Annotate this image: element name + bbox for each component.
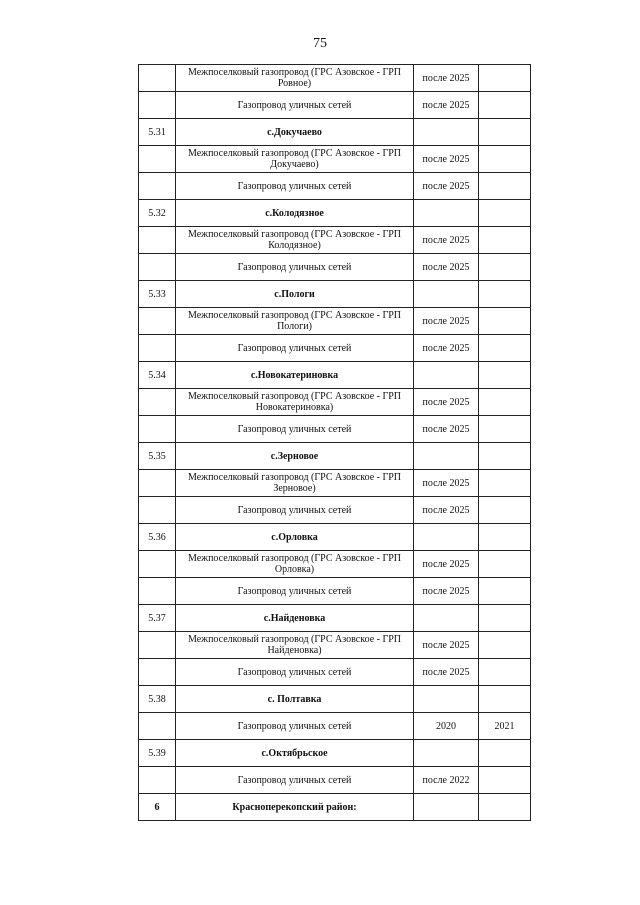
row-number-cell — [139, 173, 176, 200]
object-name-cell: Межпоселковый газопровод (ГРС Азовское - ГРП Докучаево) — [176, 146, 414, 173]
row-number-cell: 5.33 — [139, 281, 176, 308]
start-year-cell: после 2025 — [414, 578, 479, 605]
end-year-cell: 2021 — [479, 713, 531, 740]
start-year-cell: после 2025 — [414, 632, 479, 659]
object-name-cell: Газопровод уличных сетей — [176, 335, 414, 362]
table-row — [139, 659, 531, 686]
object-name-cell: Газопровод уличных сетей — [176, 578, 414, 605]
object-name-cell: с.Октябрьское — [176, 740, 414, 767]
section-row — [139, 524, 531, 551]
end-year-cell — [479, 551, 531, 578]
object-name-cell: Межпоселковый газопровод (ГРС Азовское - ГРП Найденовка) — [176, 632, 414, 659]
end-year-cell — [479, 605, 531, 632]
row-number-cell — [139, 227, 176, 254]
end-year-cell — [479, 308, 531, 335]
start-year-cell — [414, 740, 479, 767]
section-row — [139, 362, 531, 389]
start-year-cell — [414, 200, 479, 227]
row-number-cell — [139, 254, 176, 281]
start-year-cell: после 2025 — [414, 416, 479, 443]
end-year-cell — [479, 578, 531, 605]
end-year-cell — [479, 497, 531, 524]
object-name-cell: Межпоселковый газопровод (ГРС Азовское - ГРП Ровное) — [176, 65, 414, 92]
start-year-cell: после 2025 — [414, 146, 479, 173]
table-row — [139, 254, 531, 281]
end-year-cell — [479, 335, 531, 362]
page-number: 75 — [313, 36, 327, 51]
gas-pipeline-table — [138, 64, 531, 821]
section-row — [139, 686, 531, 713]
end-year-cell — [479, 524, 531, 551]
row-number-cell — [139, 389, 176, 416]
row-number-cell: 6 — [139, 794, 176, 821]
row-number-cell — [139, 335, 176, 362]
table-row — [139, 497, 531, 524]
end-year-cell — [479, 200, 531, 227]
object-name-cell: Межпоселковый газопровод (ГРС Азовское - ГРП Орловка) — [176, 551, 414, 578]
object-name-cell: Межпоселковый газопровод (ГРС Азовское - ГРП Пологи) — [176, 308, 414, 335]
row-number-cell: 5.32 — [139, 200, 176, 227]
start-year-cell — [414, 281, 479, 308]
object-name-cell: с.Колодязное — [176, 200, 414, 227]
start-year-cell: после 2025 — [414, 659, 479, 686]
object-name-cell: с.Докучаево — [176, 119, 414, 146]
object-name-cell: с.Пологи — [176, 281, 414, 308]
end-year-cell — [479, 65, 531, 92]
object-name-cell: Межпоселковый газопровод (ГРС Азовское - ГРП Зерновое) — [176, 470, 414, 497]
object-name-cell: Межпоселковый газопровод (ГРС Азовское - ГРП Новокатериновка) — [176, 389, 414, 416]
table-row — [139, 389, 531, 416]
section-row — [139, 200, 531, 227]
table-row — [139, 470, 531, 497]
section-row — [139, 281, 531, 308]
start-year-cell — [414, 443, 479, 470]
start-year-cell — [414, 794, 479, 821]
section-row — [139, 119, 531, 146]
object-name-cell: с. Полтавка — [176, 686, 414, 713]
end-year-cell — [479, 146, 531, 173]
row-number-cell — [139, 632, 176, 659]
start-year-cell — [414, 119, 479, 146]
row-number-cell — [139, 65, 176, 92]
object-name-cell: Газопровод уличных сетей — [176, 92, 414, 119]
end-year-cell — [479, 119, 531, 146]
object-name-cell: с.Новокатериновка — [176, 362, 414, 389]
start-year-cell: после 2025 — [414, 551, 479, 578]
row-number-cell — [139, 659, 176, 686]
row-number-cell: 5.38 — [139, 686, 176, 713]
end-year-cell — [479, 389, 531, 416]
start-year-cell: после 2025 — [414, 173, 479, 200]
table-row — [139, 713, 531, 740]
end-year-cell — [479, 227, 531, 254]
end-year-cell — [479, 173, 531, 200]
row-number-cell — [139, 497, 176, 524]
region-row — [139, 794, 531, 821]
end-year-cell — [479, 443, 531, 470]
end-year-cell — [479, 362, 531, 389]
start-year-cell: после 2025 — [414, 335, 479, 362]
start-year-cell — [414, 362, 479, 389]
start-year-cell — [414, 605, 479, 632]
object-name-cell: Газопровод уличных сетей — [176, 497, 414, 524]
row-number-cell — [139, 713, 176, 740]
start-year-cell: после 2025 — [414, 92, 479, 119]
start-year-cell: 2020 — [414, 713, 479, 740]
end-year-cell — [479, 767, 531, 794]
row-number-cell — [139, 416, 176, 443]
table-row — [139, 551, 531, 578]
row-number-cell — [139, 767, 176, 794]
object-name-cell: Газопровод уличных сетей — [176, 659, 414, 686]
start-year-cell — [414, 524, 479, 551]
row-number-cell: 5.35 — [139, 443, 176, 470]
start-year-cell: после 2025 — [414, 389, 479, 416]
row-number-cell: 5.36 — [139, 524, 176, 551]
object-name-cell: с.Зерновое — [176, 443, 414, 470]
start-year-cell: после 2025 — [414, 497, 479, 524]
end-year-cell — [479, 470, 531, 497]
object-name-cell: Газопровод уличных сетей — [176, 173, 414, 200]
row-number-cell: 5.31 — [139, 119, 176, 146]
table-row — [139, 632, 531, 659]
row-number-cell: 5.34 — [139, 362, 176, 389]
row-number-cell: 5.39 — [139, 740, 176, 767]
row-number-cell — [139, 578, 176, 605]
end-year-cell — [479, 632, 531, 659]
section-row — [139, 740, 531, 767]
table-row — [139, 335, 531, 362]
row-number-cell — [139, 146, 176, 173]
table-row — [139, 767, 531, 794]
start-year-cell: после 2025 — [414, 308, 479, 335]
table-row — [139, 92, 531, 119]
row-number-cell — [139, 470, 176, 497]
row-number-cell — [139, 92, 176, 119]
end-year-cell — [479, 254, 531, 281]
start-year-cell: после 2022 — [414, 767, 479, 794]
table-row — [139, 227, 531, 254]
table-row — [139, 416, 531, 443]
end-year-cell — [479, 686, 531, 713]
end-year-cell — [479, 740, 531, 767]
start-year-cell: после 2025 — [414, 65, 479, 92]
start-year-cell: после 2025 — [414, 470, 479, 497]
object-name-cell: Газопровод уличных сетей — [176, 254, 414, 281]
end-year-cell — [479, 281, 531, 308]
end-year-cell — [479, 794, 531, 821]
object-name-cell: Межпоселковый газопровод (ГРС Азовское - ГРП Колодязное) — [176, 227, 414, 254]
table-row — [139, 173, 531, 200]
row-number-cell — [139, 308, 176, 335]
end-year-cell — [479, 416, 531, 443]
object-name-cell: Газопровод уличных сетей — [176, 416, 414, 443]
row-number-cell: 5.37 — [139, 605, 176, 632]
row-number-cell — [139, 551, 176, 578]
table-row — [139, 578, 531, 605]
object-name-cell: с.Орловка — [176, 524, 414, 551]
table-body — [139, 65, 531, 821]
end-year-cell — [479, 659, 531, 686]
start-year-cell: после 2025 — [414, 254, 479, 281]
end-year-cell — [479, 92, 531, 119]
start-year-cell: после 2025 — [414, 227, 479, 254]
object-name-cell: Газопровод уличных сетей — [176, 713, 414, 740]
object-name-cell: с.Найденовка — [176, 605, 414, 632]
table-row — [139, 308, 531, 335]
section-row — [139, 443, 531, 470]
table-row — [139, 65, 531, 92]
table-row — [139, 146, 531, 173]
section-row — [139, 605, 531, 632]
object-name-cell: Газопровод уличных сетей — [176, 767, 414, 794]
object-name-cell: Красноперекопский район: — [176, 794, 414, 821]
start-year-cell — [414, 686, 479, 713]
